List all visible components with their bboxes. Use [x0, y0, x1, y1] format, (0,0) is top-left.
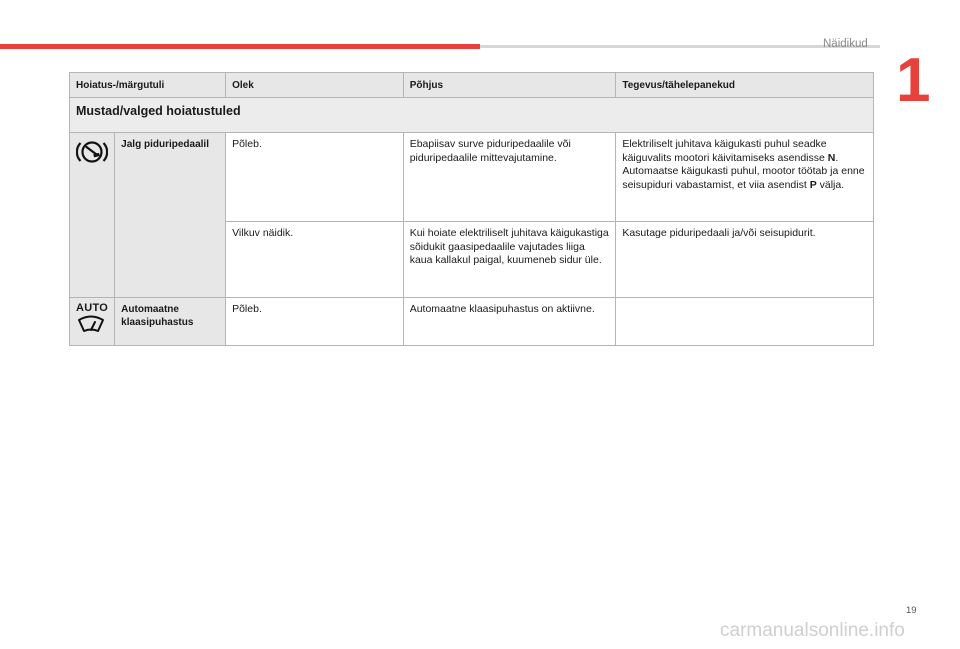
page-number: 19 [906, 605, 917, 616]
header-red-bar [0, 44, 480, 49]
column-header-cause: Põhjus [403, 73, 616, 98]
section-title: Mustad/valged hoiatustuled [70, 98, 874, 133]
table-row [70, 298, 874, 346]
action-text: välja. [816, 178, 845, 191]
section-title-row [70, 98, 874, 133]
table-header-row [70, 73, 874, 98]
state-cell: Põleb. [226, 133, 404, 222]
state-cell: Vilkuv näidik. [226, 222, 404, 298]
state-cell: Põleb. [226, 298, 404, 346]
chapter-number: 1 [896, 46, 931, 115]
auto-wiper-icon [76, 315, 106, 335]
column-header-action: Tegevus/tähelepanekud [616, 73, 874, 98]
action-cell [616, 133, 874, 222]
gear-p-label: P [809, 178, 817, 191]
cause-cell: Kui hoiate elektriliselt juhitava käigukastiga sõidukit gaasipedaalile vajutades liiga kaua kallakul paigal, kuumeneb sidur üle. [403, 222, 616, 298]
cause-cell: Automaatne klaasipuhastus on aktiivne. [403, 298, 616, 346]
table-row [70, 133, 874, 222]
section-name: Näidikud [823, 38, 868, 50]
brake-pedal-warning-icon [76, 138, 108, 166]
warning-light-name: Jalg piduripedaalil [115, 133, 226, 298]
action-cell [616, 298, 874, 346]
action-text: . Automaatse käigukasti puhul, mootor töötab ja enne seisupiduri vabastamist, et viia asendist [622, 151, 865, 191]
icon-cell [70, 133, 115, 298]
warning-light-name: Automaatne klaasipuhastus [115, 298, 226, 346]
header-gray-line [480, 45, 880, 48]
gear-n-label: N [827, 151, 836, 164]
column-header-warning-light: Hoiatus-/märgutuli [70, 73, 226, 98]
icon-cell [70, 298, 115, 346]
cause-cell: Ebapiisav surve piduripedaalile või piduripedaalile mittevajutamine. [403, 133, 616, 222]
warning-lights-table [69, 72, 874, 346]
watermark: carmanualsonline.info [720, 620, 905, 641]
column-header-state: Olek [226, 73, 404, 98]
auto-icon-label: AUTO [76, 302, 109, 314]
action-cell: Kasutage piduripedaali ja/või seisupidurit. [616, 222, 874, 298]
action-text: Elektriliselt juhitava käigukasti puhul seadke käiguvalits mootori käivitamiseks asendisse [622, 138, 828, 164]
